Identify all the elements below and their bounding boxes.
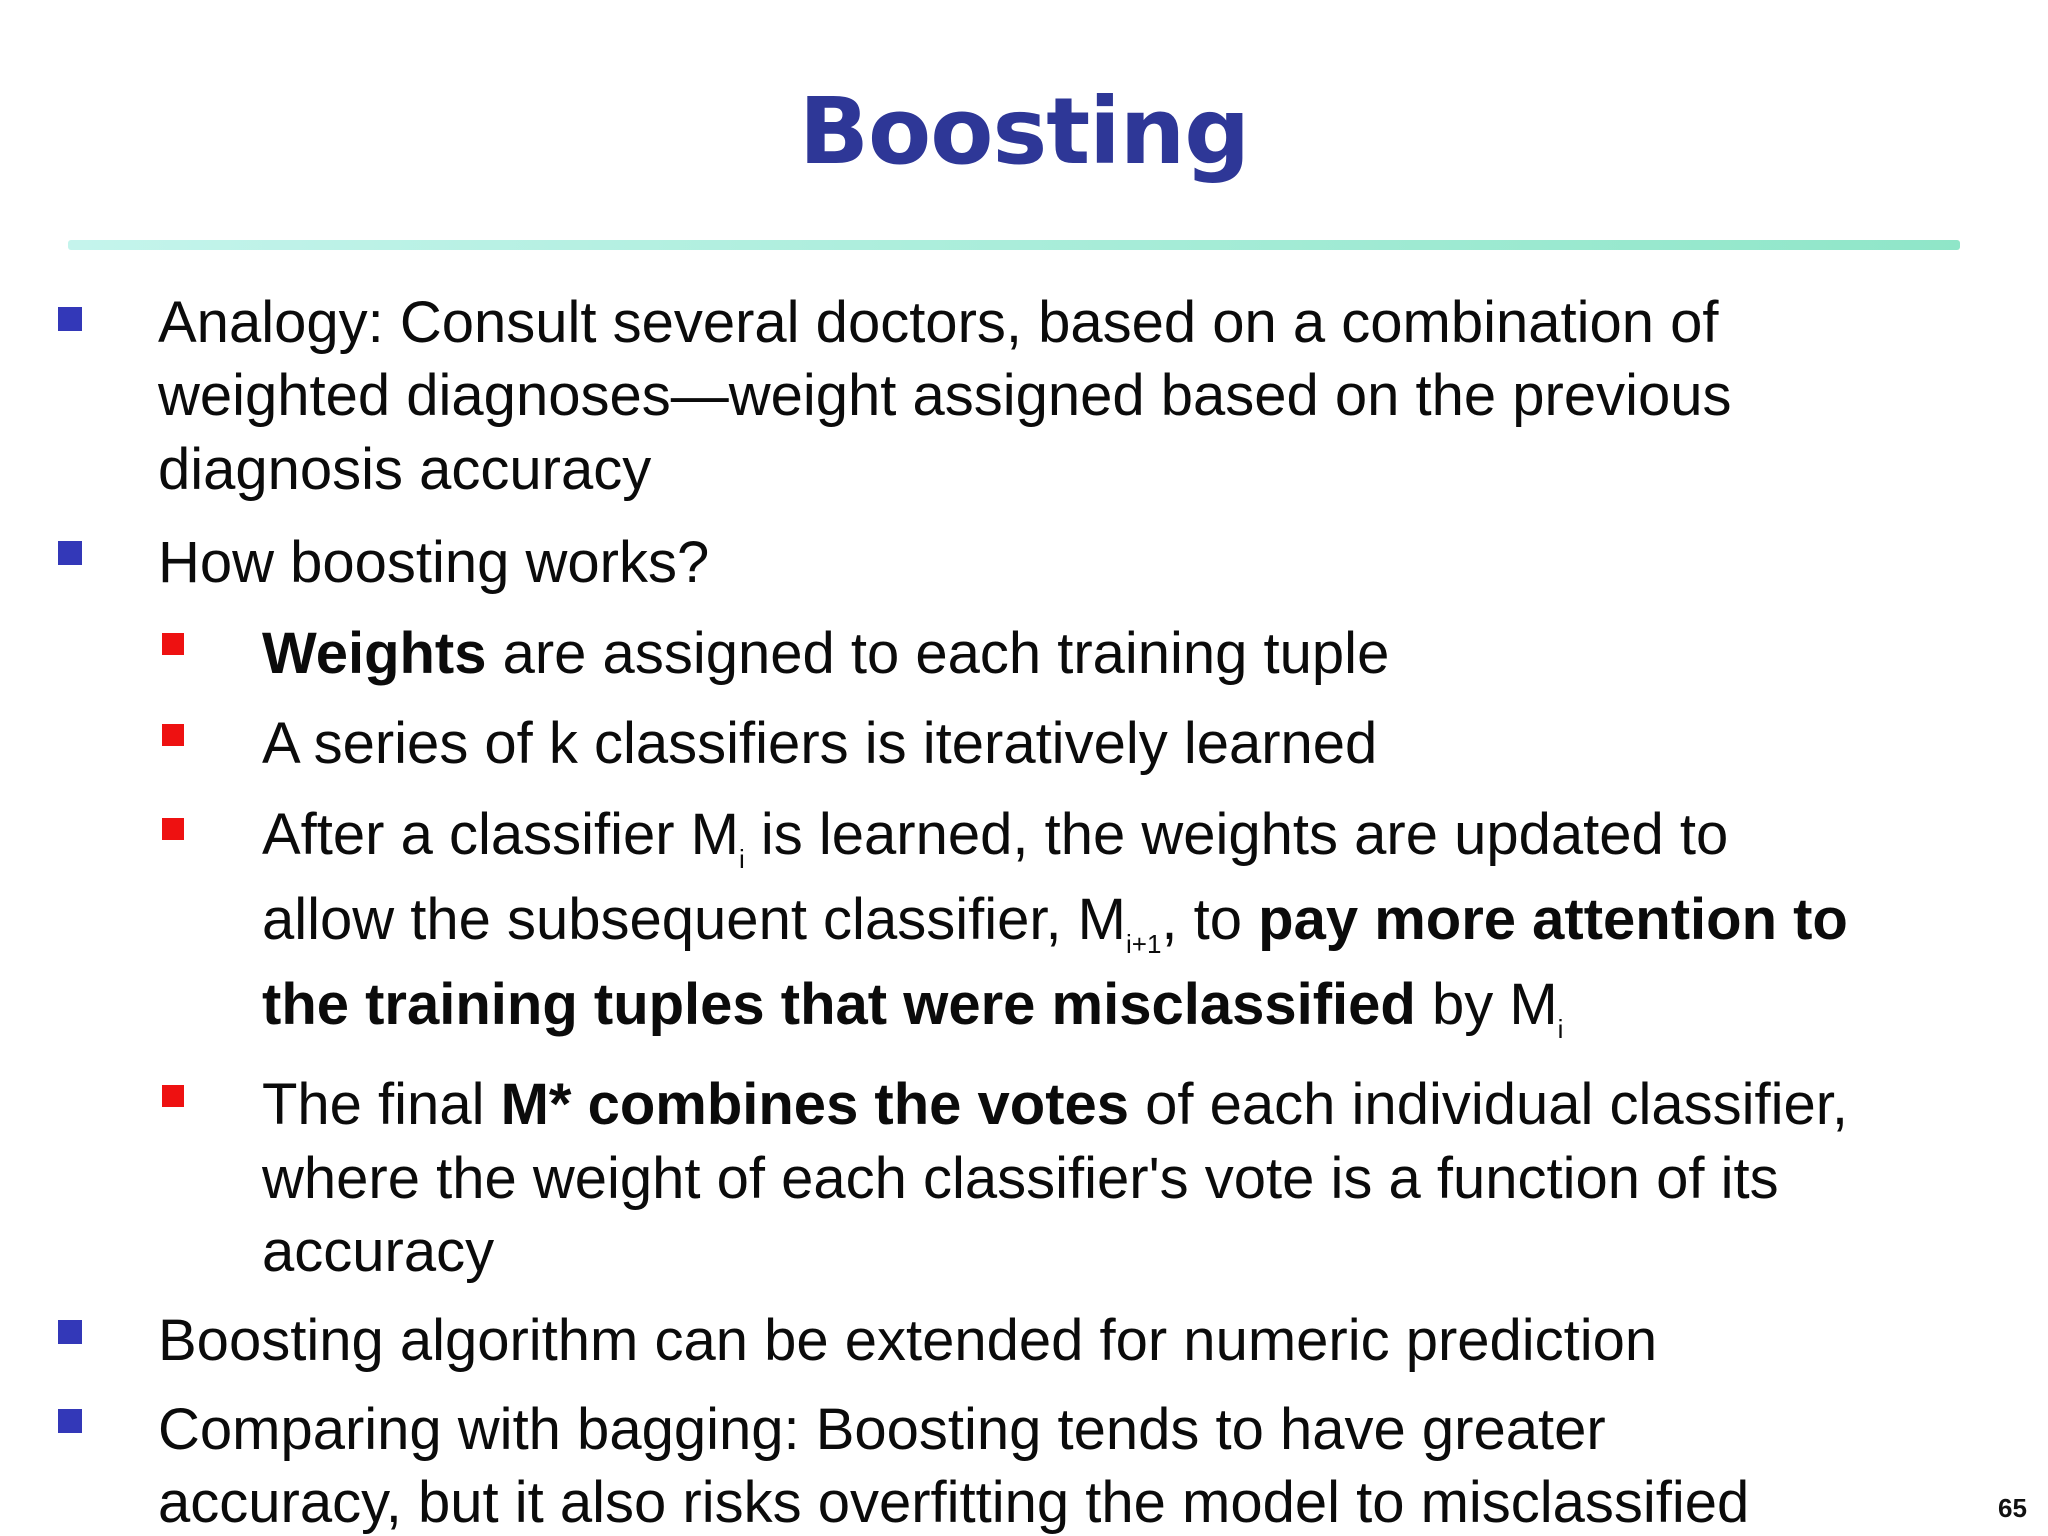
level2-bullet-icon <box>162 633 184 655</box>
final-text-b: of each individual classifier, <box>1129 1072 1849 1137</box>
level2-bullet-icon <box>162 818 184 840</box>
sub-bullet-final-line1 <box>262 1068 1848 1142</box>
sub-bullet-after-line2 <box>262 883 1848 957</box>
level1-bullet-icon <box>58 1409 82 1433</box>
after-text-b: is learned, the weights are updated to <box>744 802 1729 867</box>
level1-bullet-icon <box>58 1320 82 1344</box>
allow-text-a: allow the subsequent classifier, M <box>262 887 1126 952</box>
by-m-text: by M <box>1415 972 1558 1037</box>
sub-bullet-series: A series of k classifiers is iteratively learned <box>262 711 1378 776</box>
slide-title: Boosting <box>798 78 1250 185</box>
bullet-analogy-line3: diagnosis accuracy <box>158 437 652 502</box>
bullet-compare-line1: Comparing with bagging: Boosting tends to have greater <box>158 1397 1606 1462</box>
bullet-compare-line2: accuracy, but it also risks overfitting the model to misclassified <box>158 1470 1750 1535</box>
level2-bullet-icon <box>162 1085 184 1107</box>
sub-bullet-final-line2: where the weight of each classifier's vote is a function of its <box>262 1146 1779 1211</box>
bullet-analogy-line2: weighted diagnoses—weight assigned based on the previous <box>158 363 1732 428</box>
sub-bullet-after-line1 <box>262 798 1728 872</box>
weights-rest: are assigned to each training tuple <box>486 621 1390 686</box>
bullet-how-boosting-works: How boosting works? <box>158 530 710 595</box>
sub-bullet-weights <box>262 617 1389 691</box>
after-text-a: After a classifier M <box>262 802 739 867</box>
sub-bullet-final-line3: accuracy <box>262 1219 495 1284</box>
subscript-i: i <box>739 844 745 874</box>
bullet-numeric-prediction: Boosting algorithm can be extended for numeric prediction <box>158 1308 1658 1373</box>
page-number: 65 <box>1998 1493 2027 1523</box>
combines-votes-bold: M* combines the votes <box>500 1072 1130 1137</box>
sub-bullet-after-line3 <box>262 968 1563 1042</box>
subscript-i: i <box>1557 1014 1564 1044</box>
misclassified-bold: the training tuples that were misclassified <box>262 972 1416 1037</box>
final-text-a: The final <box>262 1072 501 1137</box>
level2-bullet-icon <box>162 724 184 746</box>
subscript-i-plus-1: i+1 <box>1126 929 1162 959</box>
pay-more-attention-bold: pay more attention to <box>1258 887 1848 952</box>
level1-bullet-icon <box>58 307 82 331</box>
allow-text-b: , to <box>1161 887 1259 952</box>
bullet-analogy-line1: Analogy: Consult several doctors, based on a combination of <box>158 290 1719 355</box>
weights-bold: Weights <box>262 621 487 686</box>
level1-bullet-icon <box>58 541 82 565</box>
